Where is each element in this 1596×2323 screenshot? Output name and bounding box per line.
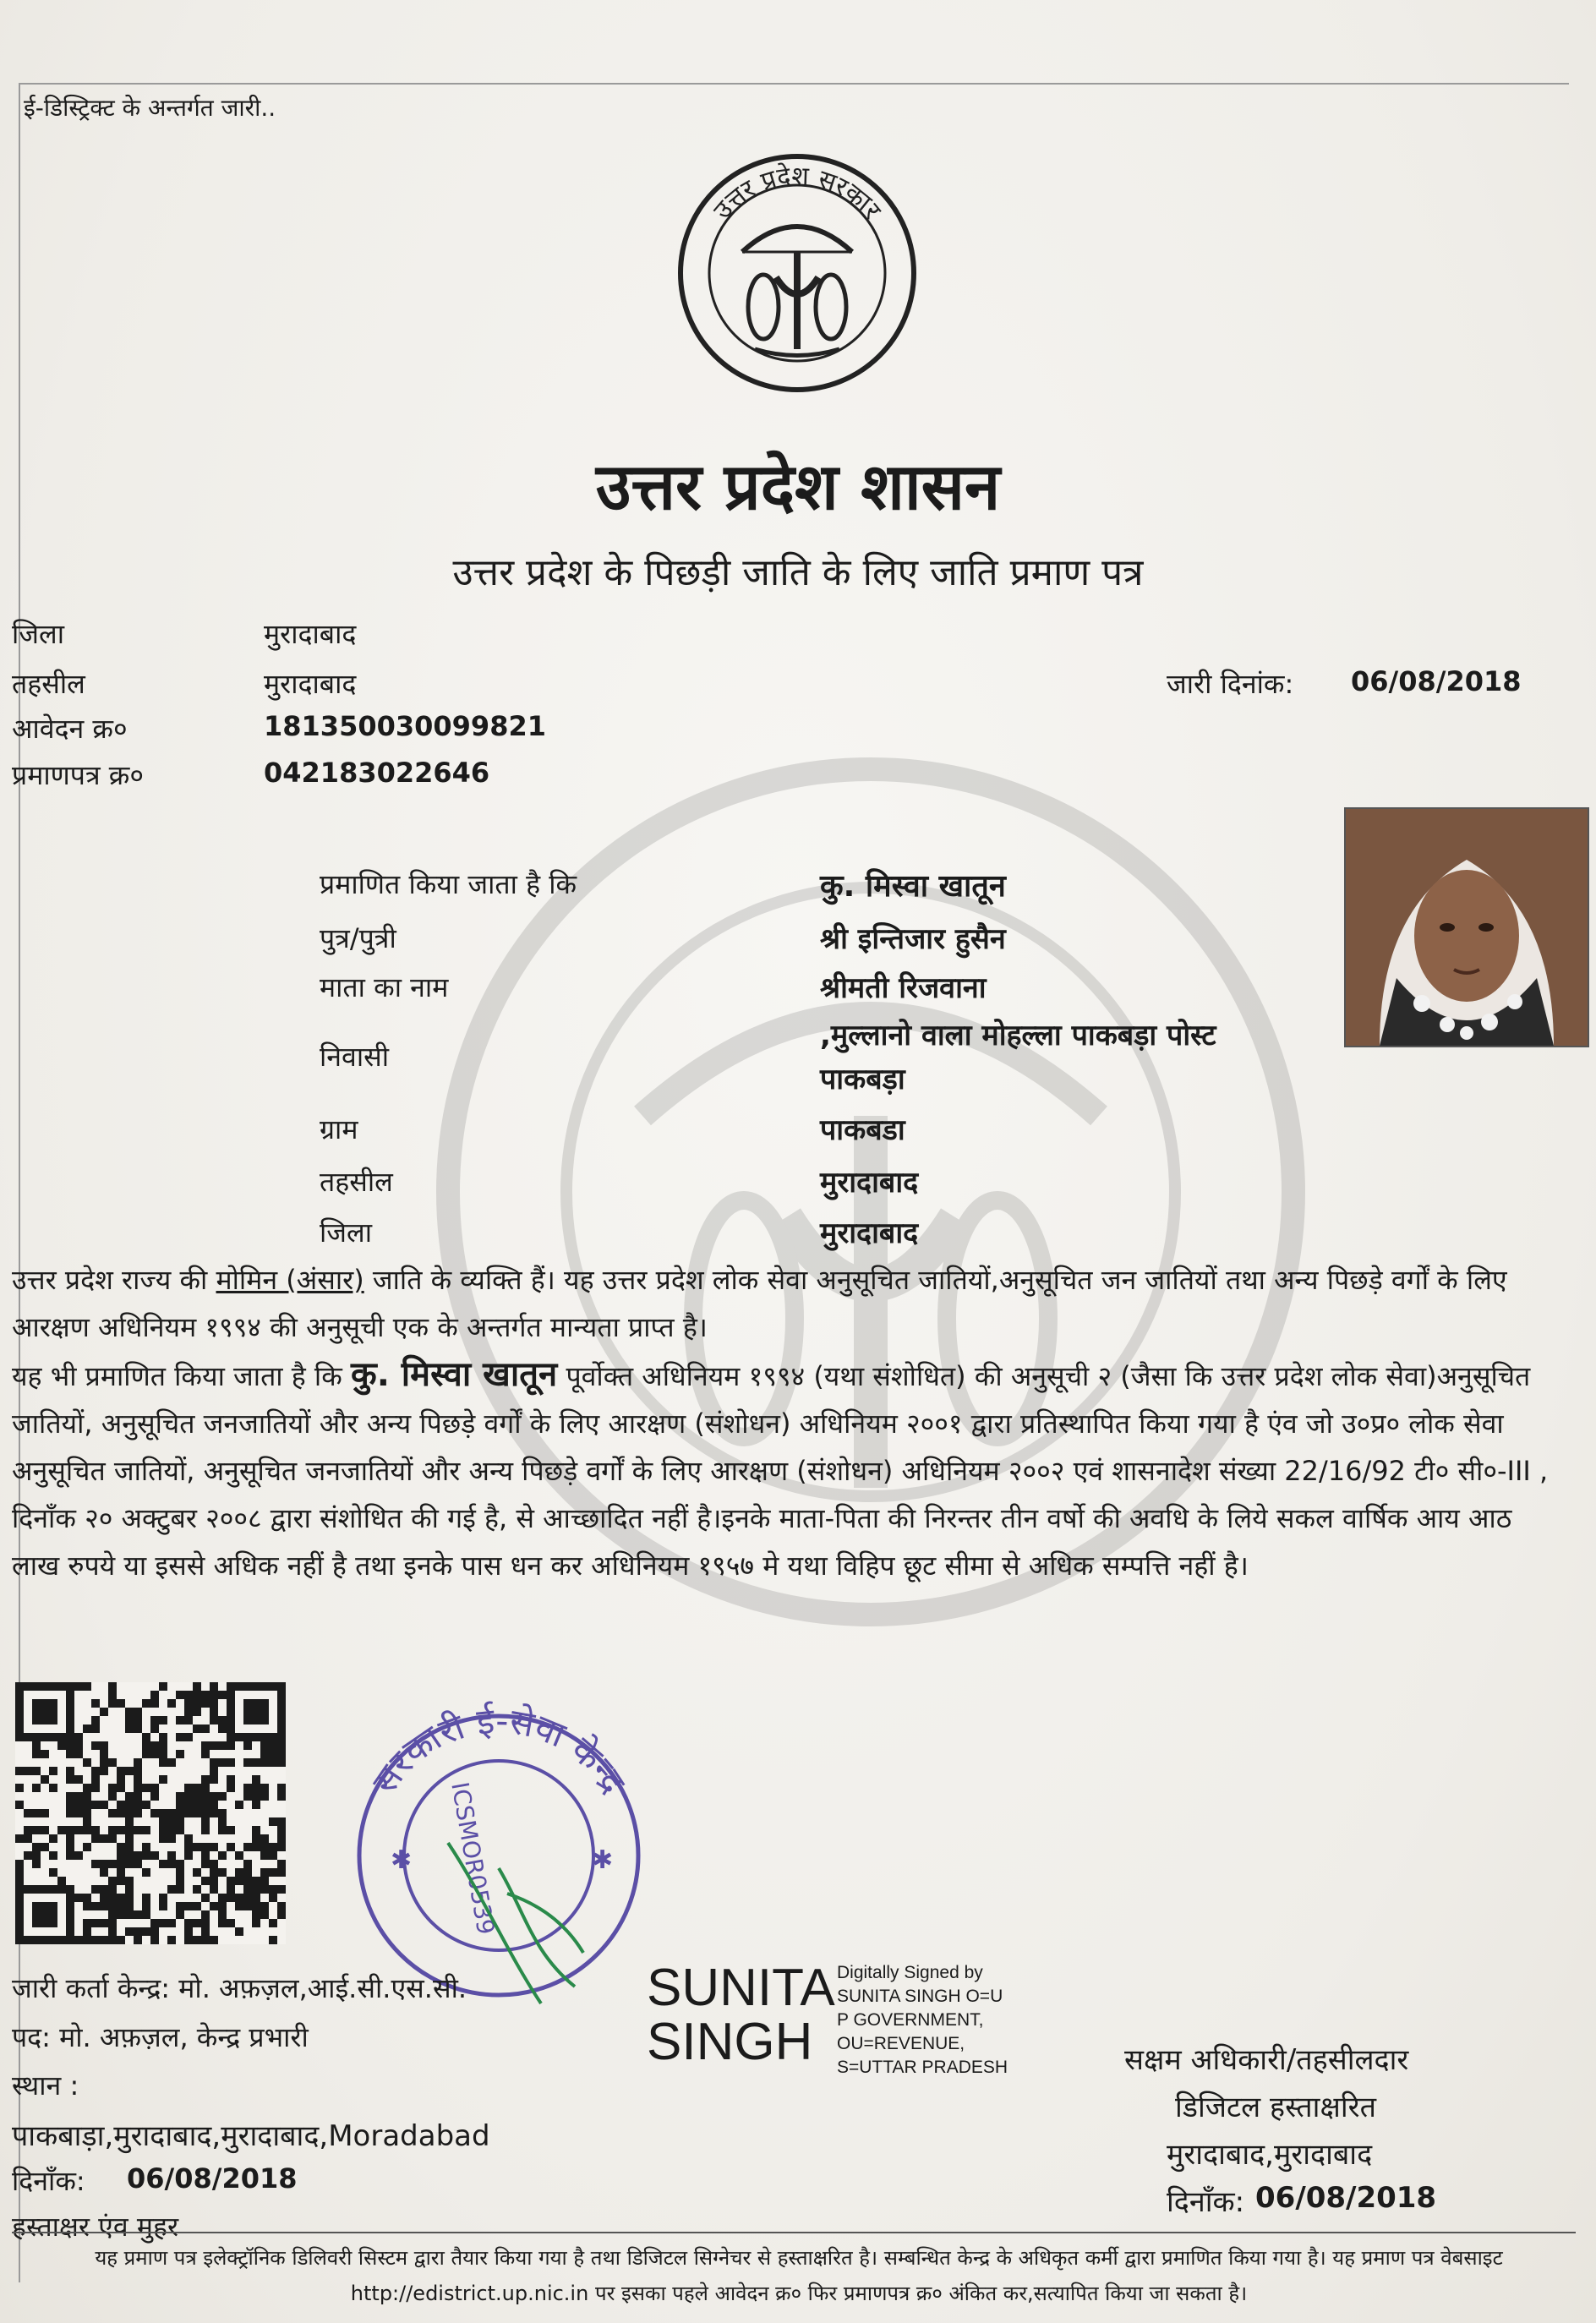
father-name: श्री इन्तिजार हुसैन (820, 922, 1006, 956)
detail-district-value: मुरादाबाद (820, 1216, 919, 1250)
signature-meta-line4: OU=REVENUE, (837, 2034, 965, 2053)
application-no-value: 181350030099821 (264, 710, 546, 742)
signature-meta-line2: SUNITA SINGH O=U (837, 1987, 1003, 2006)
place-value: पाकबाड़ा,मुरादाबाद,मुरादाबाद,Moradabad (12, 2119, 490, 2153)
footer-divider (12, 2232, 1576, 2233)
tehsil-label: तहसील (12, 668, 85, 700)
village-label: ग्राम (320, 1113, 358, 1145)
issued-under-edistrict-note: ई-डिस्ट्रिक्ट के अन्तर्गत जारी.. (24, 94, 276, 122)
mother-name: श्रीमती रिजवाना (820, 971, 987, 1005)
authority-title: सक्षम अधिकारी/तहसीलदार (1124, 2043, 1409, 2077)
signer-name-line1: SUNITA (647, 1959, 835, 2017)
caste-name: मोमिन (अंसार) (216, 1264, 364, 1296)
detail-tehsil-value: मुरादाबाद (820, 1166, 919, 1200)
signature-meta-line1: Digitally Signed by (837, 1963, 983, 1982)
resident-address-line1: ,मुल्लानो वाला मोहल्ला पाकबड़ा पोस्ट (820, 1019, 1216, 1052)
applicant-name: कु. मिस्वा खातून (820, 869, 1006, 904)
relation-label: पुत्र/पुत्री (320, 922, 396, 954)
issuer-date-label: दिनाँक: (12, 2165, 85, 2197)
certificate-no-value: 042183022646 (264, 757, 490, 789)
signature-meta-line3: P GOVERNMENT, (837, 2010, 984, 2030)
verification-qr-code (15, 1682, 286, 1944)
authority-location: मुरादाबाद,मुरादाबाद (1167, 2138, 1373, 2172)
seal-ring-text: सरकारी ई-सेवा केन्द्र (363, 1699, 635, 1801)
mother-label: माता का नाम (320, 971, 449, 1003)
certification-paragraph (12, 1351, 1567, 1589)
cert-para-text-a: यह भी प्रमाणित किया जाता है कि (12, 1360, 351, 1392)
district-value: मुरादाबाद (264, 618, 357, 650)
resident-address-line2: पाकबड़ा (820, 1063, 905, 1096)
village-value: पाकबडा (820, 1113, 905, 1147)
issue-date-label: जारी दिनांक: (1167, 668, 1294, 700)
applicant-photo (1344, 807, 1589, 1047)
signer-name-line2: SINGH (647, 2013, 813, 2071)
page-subtitle: उत्तर प्रदेश के पिछड़ी जाति के लिए जाति प्रमाण पत्र (452, 551, 1144, 594)
certificate-no-label: प्रमाणपत्र क्र० (12, 759, 144, 791)
emblem-ring-text: उत्तर प्रदेश सरकार (708, 161, 887, 226)
svg-text:उत्तर प्रदेश सरकार (708, 161, 887, 226)
cert-para-applicant-name: कु. मिस्वा खातून (350, 1355, 558, 1394)
detail-district-label: जिला (320, 1216, 373, 1249)
issuer-date-value: 06/08/2018 (127, 2162, 298, 2195)
issuer-post-line: पद: मो. अफ़ज़ल, केन्द्र प्रभारी (12, 2021, 309, 2053)
caste-para-text-a: उत्तर प्रदेश राज्य की (12, 1264, 216, 1296)
place-label: स्थान : (12, 2069, 79, 2102)
district-label: जिला (12, 618, 65, 650)
authority-digitally-signed: डिजिटल हस्ताक्षरित (1175, 2091, 1376, 2124)
cert-para-text-b: पूर्वोक्त अधिनियम १९९४ (यथा संशोधित) की अनुसूची २ (जैसा कि उत्तर प्रदेश लोक सेवा)अनुसूचित जातियों, अनुसूचित जनजातियों और अन्य पिछड़े वर्गों के लिए आरक्षण (संशोधन) अधिनियम २००१ द्वारा प्रतिस्थापित किया गया है एंव जो उ०प्र० लोक सेवा अनुसूचित जातियों, अनुसूचित जनजातियों और अन्य पिछड़े वर्गों के लिए आरक्षण (संशोधन) अधिनियम २००२ एवं शासनादेश संख्या 22/16/92 टी० सी०-III , दिनाँक २० अक्टुबर २००८ द्वारा संशोधित की गई है, से आच्छादित नहीं है।इनके माता-पिता की निरन्तर तीन वर्षो की अवधि के लिये सकल वार्षिक आय आठ लाख रुपये या इससे अधिक नहीं है तथा इनके पास धन कर अधिनियम १९५७ मे यथा विहिप छूट सीमा से अधिक सम्पत्ति नहीं है। (12, 1360, 1549, 1582)
authority-date-label: दिनाँक: (1167, 2185, 1245, 2219)
up-government-emblem-icon (675, 150, 920, 396)
signature-details (837, 1961, 1008, 2080)
caste-para-text-b: जाति के व्यक्ति हैं। यह उत्तर प्रदेश लोक सेवा अनुसूचित जातियों,अनुसूचित जन जातियों तथा अन्य पिछड़े वर्गों के लिए आरक्षण अधिनियम १९९४ की अनुसूची एक के अन्तर्गत मान्यता प्राप्त है। (12, 1264, 1507, 1343)
issue-date-value: 06/08/2018 (1351, 665, 1522, 697)
e-seva-kendra-seal-icon (338, 1699, 659, 2012)
svg-text:सरकारी ई-सेवा केन्द्र (363, 1700, 634, 1801)
authority-date-value: 06/08/2018 (1255, 2181, 1437, 2215)
signature-meta-line5: S=UTTAR PRADESH (837, 2058, 1008, 2077)
verification-footer-note: यह प्रमाण पत्र इलेक्ट्रॉनिक डिलिवरी सिस्टम द्वारा तैयार किया गया है तथा डिजिटल सिग्नेचर से हस्ताक्षरित है। सम्बन्धित केन्द्र के अधिकृत कर्मी द्वारा प्रमाणित किया गया है। यह प्रमाण पत्र वेबसाइट http://edistrict.up.nic.in पर इसका पहले आवेदन क्र० फिर प्रमाणपत्र क्र० अंकित कर,सत्यापित किया जा सकता है। (95, 2246, 1503, 2305)
page-title: उत्तर प्रदेश शासन (595, 449, 1001, 524)
application-no-label: आवेदन क्र० (12, 713, 128, 745)
seal-center-code: ICSMOR0539 (445, 1779, 500, 1938)
caste-paragraph (12, 1256, 1567, 1351)
digital-signature-block (647, 1959, 1008, 2077)
issuing-centre-line: जारी कर्ता केन्द्र: मो. अफ़ज़ल,आई.सी.एस.सी. (12, 1972, 467, 2004)
tehsil-value: मुरादाबाद (264, 668, 357, 700)
svg-text:✱: ✱ (391, 1845, 413, 1875)
certify-label: प्रमाणित किया जाता है कि (320, 868, 577, 900)
resident-label: निवासी (320, 1041, 390, 1073)
svg-text:✱: ✱ (592, 1845, 614, 1875)
detail-tehsil-label: तहसील (320, 1166, 393, 1198)
signature-seal-label: हस्ताक्षर एंव मुहर (12, 2211, 179, 2243)
